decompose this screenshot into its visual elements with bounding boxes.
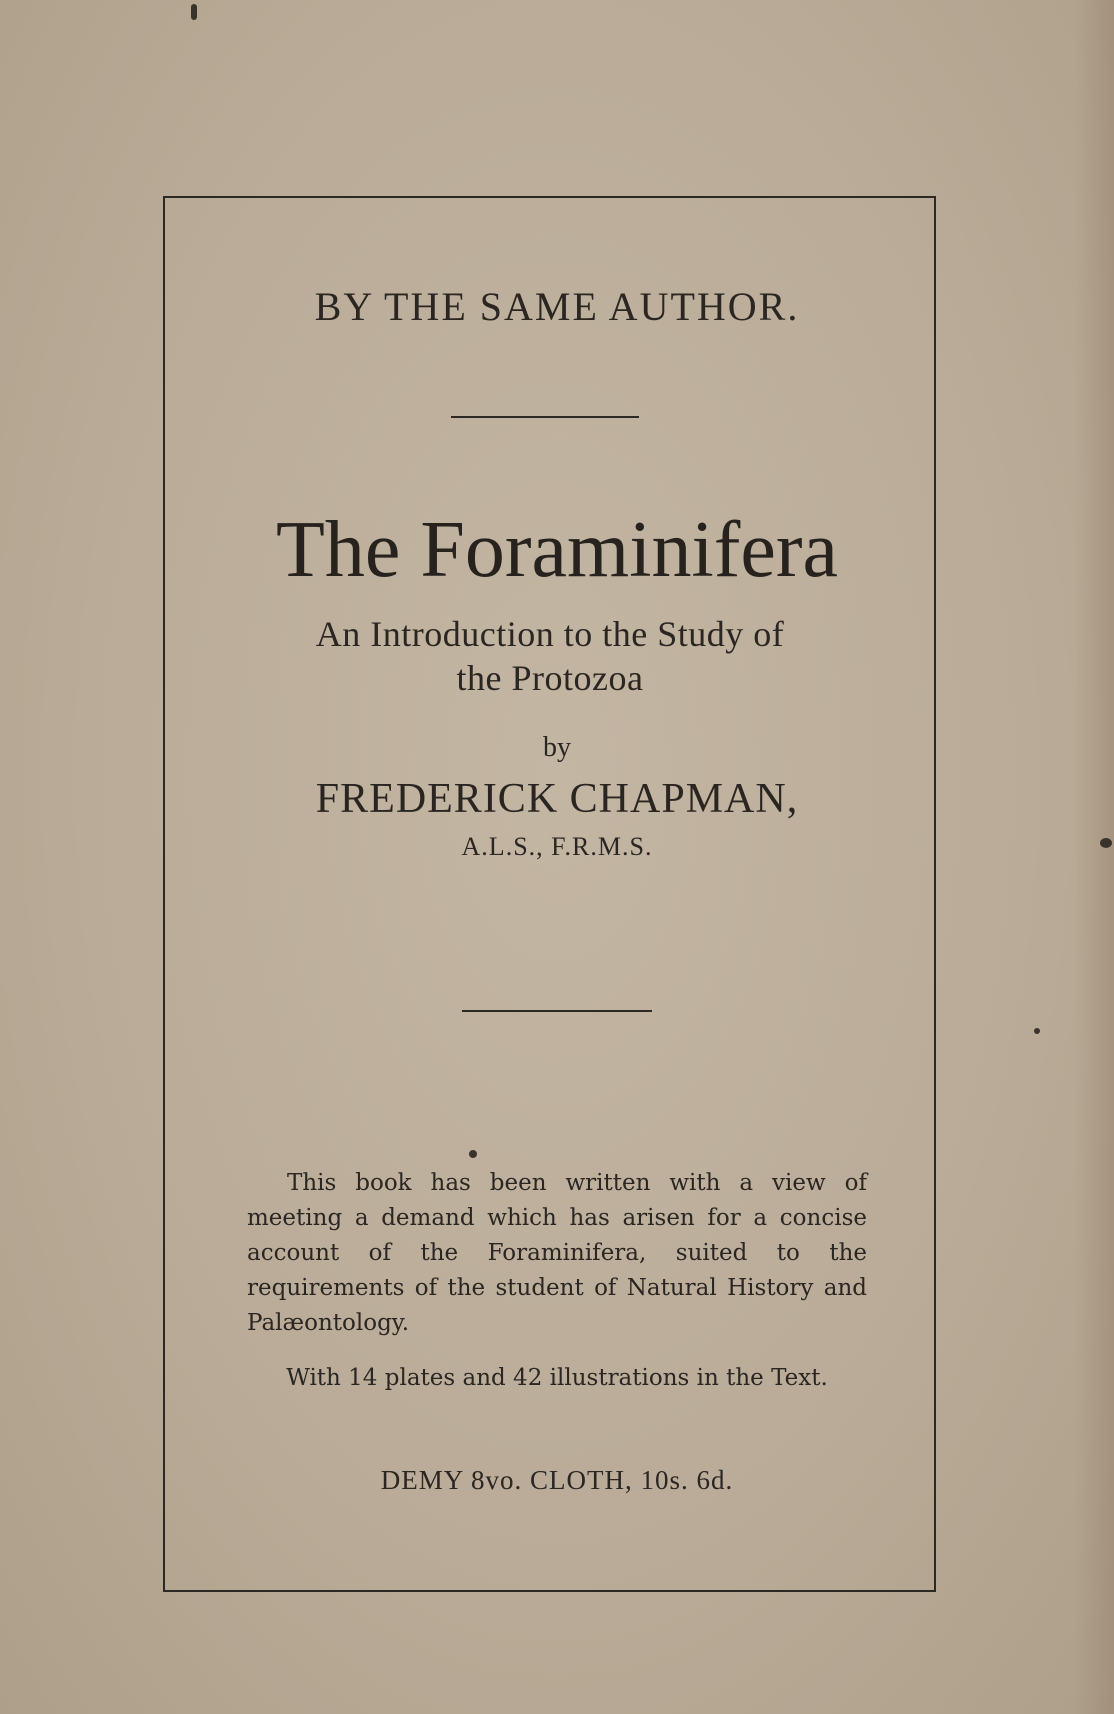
book-description: This book has been written with a view of meeting a demand which has arisen for a concise account of the Foraminifera, suited to the requirements of the student of Natural History and Palæontology. [247,1170,867,1336]
illustrations-note: With 14 plates and 42 illustrations in the Text. [286,1365,828,1391]
book-subtitle [260,612,840,700]
ink-speck [191,4,197,20]
divider-rule-top [451,416,639,418]
same-author-heading: BY THE SAME AUTHOR. [314,284,800,329]
subtitle-line-2: the Protozoa [456,658,644,698]
by-line: by [543,732,571,763]
author-credentials: A.L.S., F.R.M.S. [461,832,653,861]
divider-rule-bottom [462,1010,652,1012]
subtitle-line-1: An Introduction to the Study of [315,614,785,654]
format-and-price: DEMY 8vo. CLOTH, 10s. 6d. [380,1465,734,1495]
ink-speck [1034,1028,1040,1034]
author-name: FREDERICK CHAPMAN, [315,776,799,822]
book-title: The Foraminifera [276,506,838,594]
